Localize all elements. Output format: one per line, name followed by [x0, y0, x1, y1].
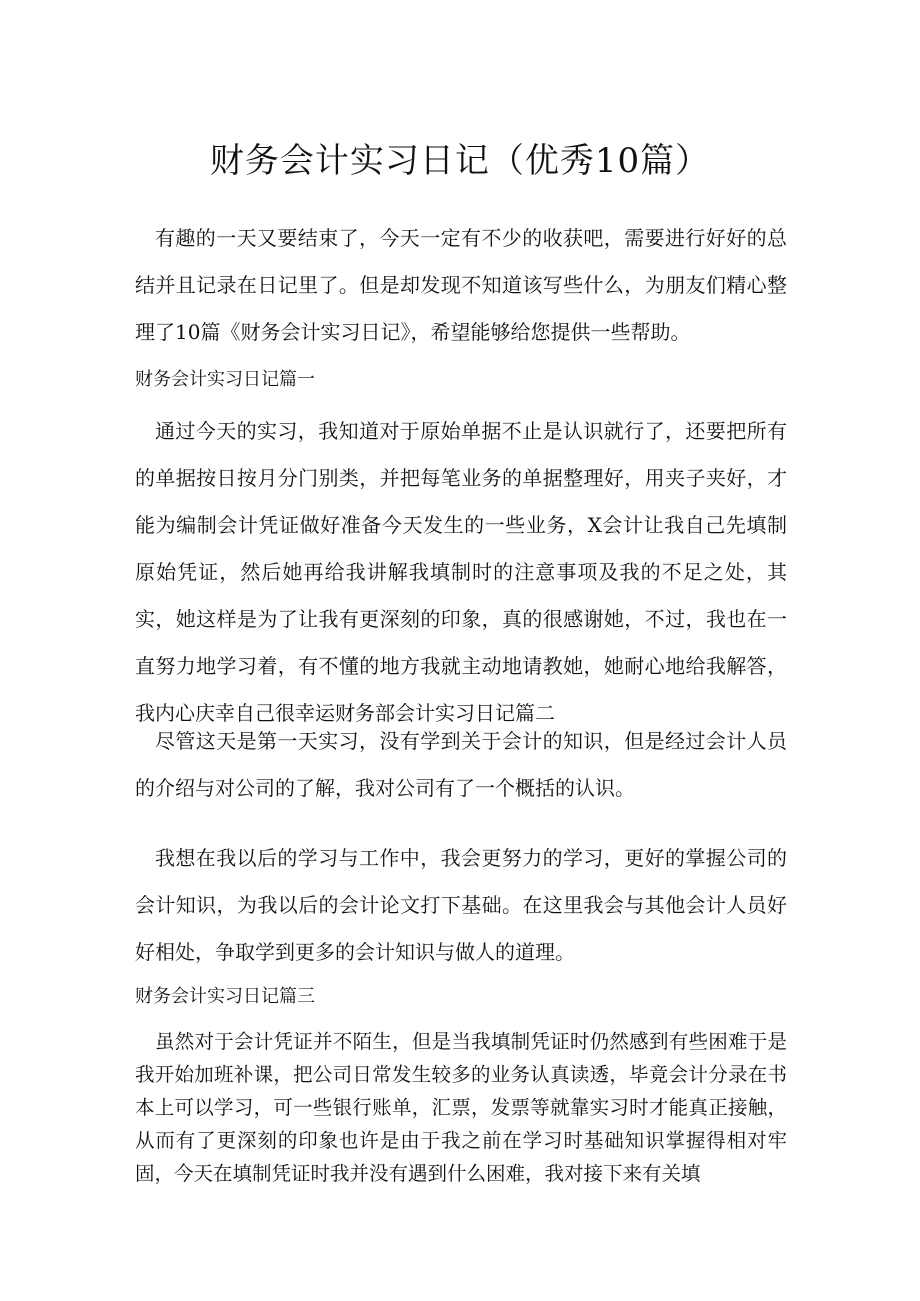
- section-2-paragraph-1: 尽管这天是第一天实习，没有学到关于会计的知识，但是经过会计人员的介绍与对公司的了解，我对公司有了一个概括的认识。: [135, 729, 787, 800]
- section-1-paragraph: 通过今天的实习，我知道对于原始单据不止是认识就行了，还要把所有的单据按日按月分门别类，并把每笔业务的单据整理好，用夹子夹好，才能为编制会计凭证做好准备今天发生的一些业务，X会计让我自己先填制原始凭证，然后她再给我讲解我填制时的注意事项及我的不足之处，其实，她这样是为了让我有更深刻的印象，真的很感谢她，不过，我也在一直努力地学习着，有不懂的地方我就主动地请教她，她耐心地给我解答，我内心庆幸自己很幸运财务部会计实习日记篇二: [135, 419, 787, 725]
- section-3-paragraph: 虽然对于会计凭证并不陌生，但是当我填制凭证时仍然感到有些困难于是我开始加班补课，把公司日常发生较多的业务认真读透，毕竟会计分录在书本上可以学习，可一些银行账单，汇票，发票等就靠实习时才能真正接触，从而有了更深刻的印象也许是由于我之前在学习时基础知识掌握得相对牢固，今天在填制凭证时我并没有遇到什么困难，我对接下来有关填: [135, 1030, 787, 1185]
- section-heading-1: 财务会计实习日记篇一: [135, 369, 315, 390]
- section-2-paragraph-2: 我想在我以后的学习与工作中，我会更努力的学习，更好的掌握公司的会计知识，为我以后的会计论文打下基础。在这里我会与其他会计人员好好相处，争取学到更多的会计知识与做人的道理。: [135, 846, 787, 964]
- intro-paragraph: 有趣的一天又要结束了，今天一定有不少的收获吧，需要进行好好的总结并且记录在日记里了。但是却发现不知道该写些什么，为朋友们精心整理了10篇《财务会计实习日记》，希望能够给您提供一些帮助。: [135, 226, 787, 344]
- section-heading-3: 财务会计实习日记篇三: [135, 986, 315, 1007]
- document-title: 财务会计实习日记（优秀10篇）: [209, 141, 711, 181]
